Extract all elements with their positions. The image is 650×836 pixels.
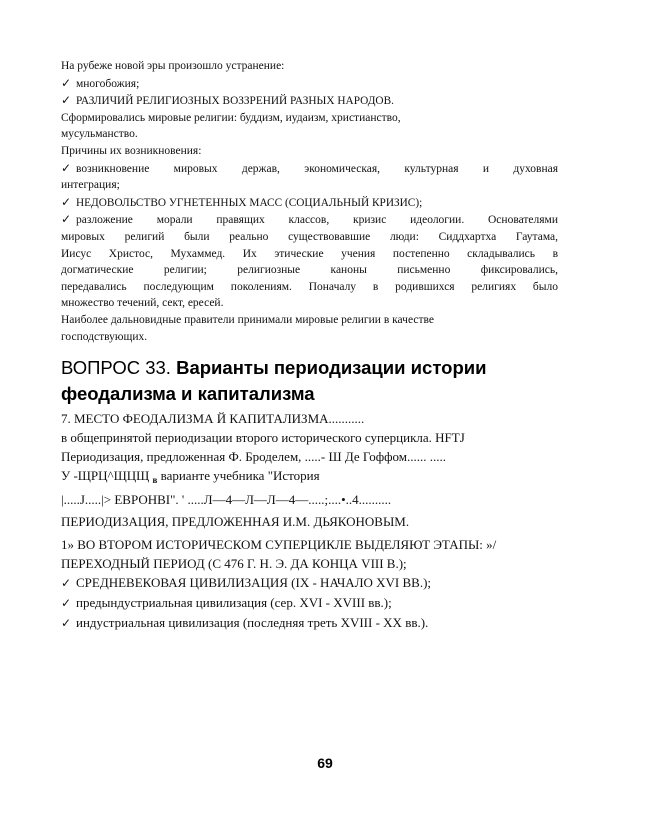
text-fragment: У -ЩРЦ^ЩЦЩ bbox=[61, 468, 153, 484]
list-item bbox=[61, 194, 558, 212]
text-line: Наиболее дальновидные правители принимали мировые религии в качестве bbox=[61, 313, 434, 326]
check-icon: ✓ bbox=[61, 93, 72, 108]
list-item bbox=[61, 92, 558, 110]
list-item-text: разложение морали правящих классов, кризис идеологии. Основателями bbox=[76, 214, 558, 227]
list-item-text: предындустриальная цивилизация (сер. XVI - XVIII вв.); bbox=[76, 595, 392, 611]
text-line: множество течений, сект, ересей. bbox=[61, 297, 224, 310]
list-item bbox=[61, 160, 558, 178]
text-subscript: в bbox=[152, 475, 158, 486]
check-icon: ✓ bbox=[61, 212, 72, 227]
heading-line-2: феодализма и капитализма bbox=[61, 383, 315, 405]
text-line bbox=[61, 466, 558, 490]
text-line: Сформировались мировые религии: буддизм, иудаизм, христианство, bbox=[61, 111, 401, 124]
check-icon: ✓ bbox=[61, 194, 72, 209]
text-line: передавались последующим поколениям. Поначалу в родившихся религиях было bbox=[61, 280, 558, 293]
text-line: На рубеже новой эры произошло устранение: bbox=[61, 60, 285, 72]
check-icon: ✓ bbox=[61, 616, 72, 631]
list-item-text: индустриальная цивилизация (последняя треть XVIII - XX вв.). bbox=[76, 615, 429, 631]
list-item bbox=[61, 211, 558, 229]
list-item-text: возникновение мировых держав, экономическая, культурная и духовная bbox=[76, 162, 558, 175]
list-item bbox=[61, 75, 558, 93]
heading-prefix: ВОПРОС 33. bbox=[61, 357, 171, 379]
text-line: мировых религий были реально существовавшие люди: Сиддхартха Гаутама, bbox=[61, 230, 558, 243]
text-line: догматические религии; религиозные каноны письменно фиксировались, bbox=[61, 264, 558, 277]
text-line: в общепринятой периодизации второго исторического суперцикла. НFTJ bbox=[61, 430, 465, 446]
text-line: ПЕРЕХОДНЫЙ ПЕРИОД (С 476 Г. Н. Э. ДА КОНЦА VIII В.); bbox=[61, 556, 407, 572]
page-number: 69 bbox=[317, 755, 333, 771]
check-icon: ✓ bbox=[61, 160, 72, 175]
section-heading bbox=[61, 355, 558, 407]
text-line: мусульманство. bbox=[61, 128, 138, 141]
text-line: |.....J.....|> ЕВРОНВI". ' .....Л—4—Л—Л—4—.....;....•..4.......... bbox=[61, 492, 392, 508]
text-line: Периодизация, предложенная Ф. Броделем, .....- Ш Де Гоффом...... ..... bbox=[61, 449, 447, 465]
text-line: господствующих. bbox=[61, 330, 148, 343]
list-item-text: СРЕДНЕВЕКОВАЯ ЦИВИЛИЗАЦИЯ (IX - НАЧАЛО XVI ВВ.); bbox=[76, 575, 432, 591]
list-item bbox=[61, 593, 558, 613]
list-item bbox=[61, 613, 558, 633]
page-content bbox=[61, 58, 558, 633]
check-icon: ✓ bbox=[61, 576, 72, 591]
list-item-text: многобожия; bbox=[76, 77, 140, 90]
heading-line-1 bbox=[61, 355, 558, 381]
text-line: 7. МЕСТО ФЕОДАЛИЗМА Й КАПИТАЛИЗМА........... bbox=[61, 411, 365, 427]
text-fragment: варианте учебника "История bbox=[157, 468, 320, 484]
text-line: Иисус Христос, Мухаммед. Их этические учения постепенно складывались в bbox=[61, 247, 558, 260]
check-icon: ✓ bbox=[61, 596, 72, 611]
list-item-text: РАЗЛИЧИЙ РЕЛИГИОЗНЫХ ВОЗЗРЕНИЙ РАЗНЫХ НАРОДОВ. bbox=[76, 95, 394, 108]
text-line: ПЕРИОДИЗАЦИЯ, ПРЕДЛОЖЕННАЯ И.М. ДЬЯКОНОВЫМ. bbox=[61, 514, 410, 530]
list-item bbox=[61, 573, 558, 593]
check-icon: ✓ bbox=[61, 75, 72, 90]
text-line: 1» ВО ВТОРОМ ИСТОРИЧЕСКОМ СУПЕРЦИКЛЕ ВЫДЕЛЯЮТ ЭТАПЫ: »/ bbox=[61, 537, 497, 553]
list-item-text: НЕДОВОЛЬСТВО УГНЕТЕННЫХ МАСС (СОЦИАЛЬНЫЙ КРИЗИС); bbox=[76, 196, 423, 209]
text-line: интеграция; bbox=[61, 179, 120, 192]
text-line: Причины их возникновения: bbox=[61, 144, 202, 157]
heading-title: Варианты периодизации истории bbox=[176, 357, 487, 379]
